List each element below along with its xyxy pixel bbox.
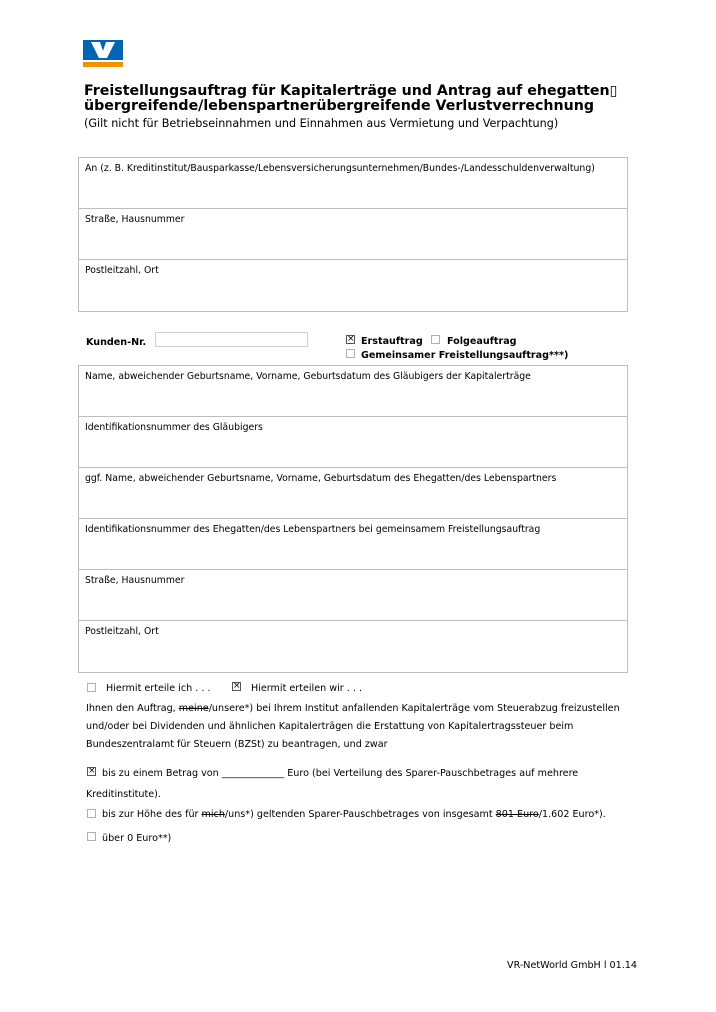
option-wir-checkbox[interactable] — [232, 682, 241, 691]
folgeauftrag-checkbox[interactable] — [431, 335, 440, 344]
creditor-id-field[interactable] — [79, 417, 627, 468]
footer-text: VR-NetWorld GmbH l 01.14 — [507, 960, 637, 971]
field-label: An (z. B. Kreditinstitut/Bausparkasse/Lebensversicherungsunternehmen/Bundes-/Landesschuldenverwaltung) — [85, 163, 595, 174]
struck-word: mich — [201, 809, 225, 820]
recipient-box — [78, 157, 628, 312]
amount-option-3-checkbox[interactable] — [87, 832, 96, 841]
gemeinsam-checkbox[interactable] — [346, 349, 355, 358]
volksbank-logo-icon — [83, 40, 123, 67]
check-mark-icon: × — [233, 681, 241, 691]
option-text: /uns*) geltenden Sparer-Pauschbetrages von insgesamt — [224, 809, 496, 820]
option-text: /1.602 Euro*). — [538, 809, 606, 820]
instruction-line-3: Bundeszentralamt für Steuern (BZSt) zu beantragen, und zwar — [86, 739, 388, 750]
amount-option-3-label: über 0 Euro**) — [102, 833, 172, 844]
recipient-institute-field[interactable] — [79, 158, 627, 209]
erstauftrag-checkbox[interactable] — [346, 335, 355, 344]
creditor-street-field[interactable] — [79, 570, 627, 621]
field-label: Straße, Hausnummer — [85, 214, 185, 225]
recipient-street-field[interactable] — [79, 209, 627, 260]
check-mark-icon: × — [88, 766, 96, 776]
field-label: ggf. Name, abweichender Geburtsname, Vorname, Geburtsdatum des Ehegatten/des Lebenspartners — [85, 473, 557, 484]
instruction-line-2: und/oder bei Dividenden und ähnlichen Kapitalerträgen die Erstattung von Kapitalertragssteuer beim — [86, 721, 574, 732]
option-text: bis zur Höhe des für — [102, 809, 202, 820]
struck-word: meine — [178, 703, 209, 714]
page-subtitle: (Gilt nicht für Betriebseinnahmen und Einnahmen aus Vermietung und Verpachtung) — [84, 117, 559, 130]
instruction-text: Ihnen den Auftrag, — [86, 703, 179, 714]
erstauftrag-label: Erstauftrag — [361, 336, 423, 347]
page-title — [84, 84, 617, 114]
field-label: Straße, Hausnummer — [85, 575, 185, 586]
option-ich-label: Hiermit erteile ich . . . — [106, 683, 211, 694]
instruction-text: /unsere*) bei Ihrem Institut anfallenden Kapitalerträge vom Steuerabzug freizustellen — [208, 703, 620, 714]
amount-option-1-label: bis zu einem Betrag von _____________ Euro (bei Verteilung des Sparer-Pauschbetrages auf mehrere — [102, 768, 579, 779]
amount-option-2-label — [102, 809, 606, 821]
creditor-name-field[interactable] — [79, 366, 627, 417]
field-label: Identifikationsnummer des Gläubigers — [85, 422, 263, 433]
amount-option-2-checkbox[interactable] — [87, 809, 96, 818]
spouse-name-field[interactable] — [79, 468, 627, 519]
field-label: Postleitzahl, Ort — [85, 626, 159, 637]
creditor-city-field[interactable] — [79, 621, 627, 672]
instruction-line-1 — [86, 703, 620, 715]
title-line-1: Freistellungsauftrag für Kapitalerträge und Antrag auf ehegatten▯ — [84, 83, 618, 99]
customer-number-label: Kunden-Nr. — [86, 337, 147, 348]
creditor-box — [78, 365, 628, 673]
check-mark-icon: × — [347, 334, 355, 344]
option-wir-label: Hiermit erteilen wir . . . — [251, 683, 363, 694]
gemeinsam-label: Gemeinsamer Freistellungsauftrag***) — [361, 350, 569, 361]
field-label: Name, abweichender Geburtsname, Vorname, Geburtsdatum des Gläubigers der Kapitalerträge — [85, 371, 531, 382]
recipient-city-field[interactable] — [79, 260, 627, 311]
field-label: Postleitzahl, Ort — [85, 265, 159, 276]
struck-amount: 801 Euro — [495, 809, 539, 820]
folgeauftrag-label: Folgeauftrag — [447, 336, 517, 347]
customer-number-input[interactable] — [155, 332, 308, 347]
amount-option-1-checkbox[interactable] — [87, 767, 96, 776]
option-ich-checkbox[interactable] — [87, 683, 96, 692]
spouse-id-field[interactable] — [79, 519, 627, 570]
field-label: Identifikationsnummer des Ehegatten/des Lebenspartners bei gemeinsamem Freistellungsauftrag — [85, 524, 541, 535]
amount-option-1-label-cont: Kreditinstitute). — [86, 789, 161, 800]
title-line-2: übergreifende/lebenspartnerübergreifende Verlustverrechnung — [84, 98, 594, 114]
